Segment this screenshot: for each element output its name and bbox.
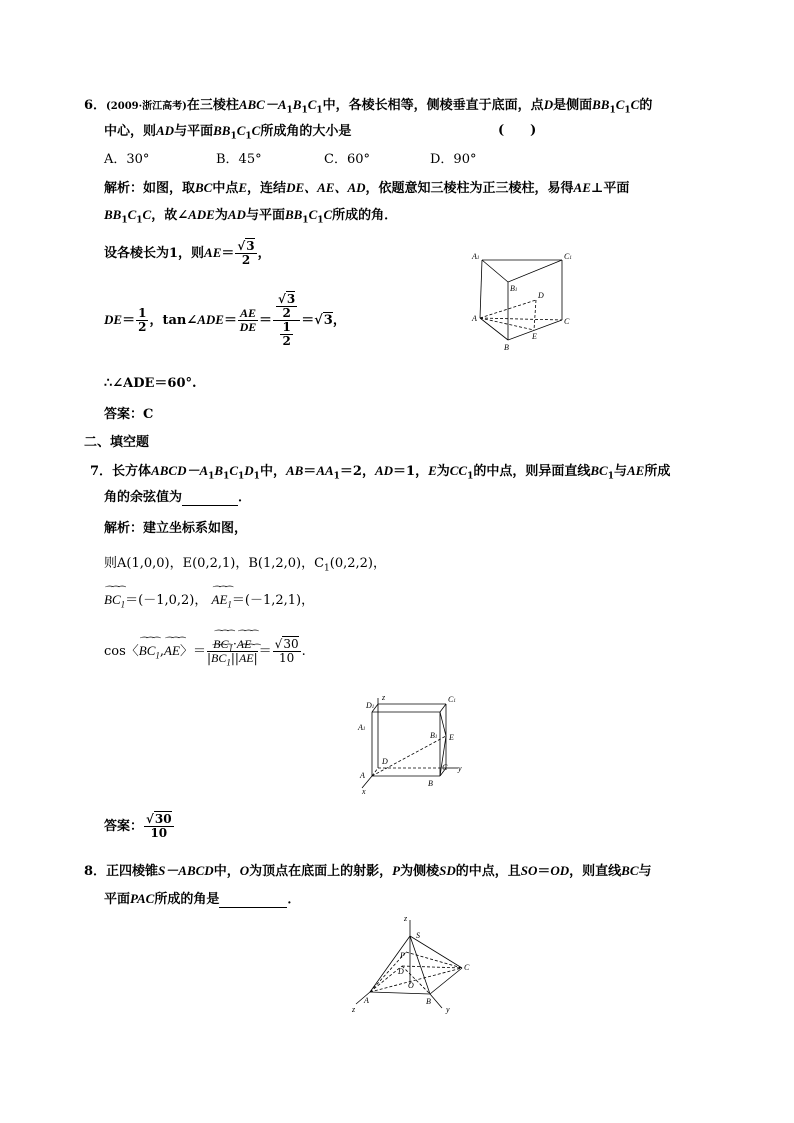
q6-solution-2: $BB_1C_1C$，故∠ADE为AD与平面$BB_1C_1C$所成的角． [104, 207, 398, 226]
fig1-label-a1: A1 [472, 252, 480, 261]
fig1-label-b1: B1 [510, 284, 518, 293]
fig3-label-d: D [398, 967, 404, 976]
fig2-label-d: D [382, 757, 388, 766]
fig2-label-a: A [360, 771, 365, 780]
fig1-label-a: A [472, 314, 477, 323]
fig1-label-d: D [538, 291, 544, 300]
q7-answer: 答案： $\frac{√30}{10}$ [104, 812, 172, 840]
section-title: 二、填空题 [84, 435, 150, 450]
q8-answer-blank[interactable] [219, 893, 287, 908]
q7-vectors: ⁀⁀⁀ $BC_1=(-1,0,2)$， ⁀⁀⁀ $AE_1=(-1,2,1)$， [104, 592, 314, 609]
fig2-axis-y: y [458, 764, 462, 773]
fig1-label-c1: C1 [564, 252, 572, 261]
fig3-label-p: P [400, 951, 405, 960]
fig2-label-a1: A1 [358, 723, 366, 732]
q6-line-2: 中心，则AD与平面$BB_1C_1C$所成角的大小是 [104, 123, 352, 142]
fig3-label-s: S [416, 931, 420, 940]
fig2-label-e: E [449, 733, 454, 742]
fig2-axis-z: z [382, 693, 386, 702]
q6-option-b: B．45° [216, 152, 262, 167]
pyramid-figure [350, 912, 480, 1016]
fig2-axis-x: x [362, 787, 366, 796]
fig3-axis-z-bottom: z [352, 1005, 356, 1014]
q7-coords: 则A(1,0,0)，E(0,2,1)，B(1,2,0)，$C_1(0,2,2)$， [104, 556, 387, 574]
fig3-label-a: A [364, 996, 369, 1005]
q7-cos-line: cos〈⁀⁀⁀ $BC_1,⁀⁀⁀$ AE〉＝ ⁀⁀⁀ $\frac{BC_1\cdot⁀⁀⁀ AE}{|⁀⁀⁀ BC_1||⁀⁀⁀ AE|}$ ＝ $\frac{√30}{10}$ . [104, 628, 306, 675]
q6-option-c: C．60° [324, 152, 370, 167]
q6-length-line: 设各棱长为1，则AE＝ $\frac{√3}{2}$ ， [104, 239, 271, 267]
q6-line-1: 6．(2009·浙江高考)在三棱柱$ABC-A_1B_1C_1$中，各棱长相等，侧棱垂直于底面，点D是侧面$BB_1C_1C$的 [84, 97, 653, 116]
fig3-label-b: B [426, 997, 431, 1006]
q7-line-2: 角的余弦值为 ． [104, 490, 252, 505]
q7-answer-blank[interactable] [182, 491, 238, 506]
fig1-label-b: B [504, 343, 509, 352]
fig3-label-c: C [464, 963, 470, 972]
fig2-label-b1: B1 [430, 731, 438, 740]
fig1-label-e: E [532, 332, 537, 341]
q6-solution-1: 解析：如图，取BC中点E，连结DE、AE、AD，依题意知三棱柱为正三棱柱，易得AE⊥平面 [104, 180, 630, 196]
q6-option-a: A．30° [104, 152, 150, 167]
q6-option-d: D．90° [430, 152, 477, 167]
q7-line-1: 7．长方体$ABCD-A_1B_1C_1D_1$中，$AB=AA_1=2$，AD＝1，E为$CC_1$的中点，则异面直线$BC_1$与AE所成 [90, 463, 671, 482]
fig3-axis-y: y [446, 1005, 450, 1014]
fig1-label-c: C [564, 317, 570, 326]
q6-answer: 答案：C [104, 407, 154, 422]
q6-therefore: ∴∠ADE＝60°. [104, 376, 197, 391]
fig3-label-o: O [408, 981, 414, 990]
fig2-label-c: C [442, 763, 448, 772]
prism-figure [466, 248, 586, 358]
q6-tan-line: DE＝ $\frac{1}{2}$ ，tan∠ADE＝ $\frac{AE}{DE}$ ＝ $\frac{\frac{√3}{2}}{\frac{1}{2}}$ ＝√3， [104, 292, 346, 348]
q7-solution-1: 解析：建立坐标系如图， [104, 521, 248, 536]
fig2-label-c1: C1 [448, 695, 456, 704]
q6-answer-paren: ( ) [498, 123, 537, 138]
fig3-axis-z: z [404, 914, 408, 923]
box-figure [350, 690, 480, 796]
fig2-label-b: B [428, 779, 433, 788]
q8-line-1: 8．正四棱锥S－ABCD中，O为顶点在底面上的射影，P为侧棱SD的中点，且SO＝OD，则直线BC与 [84, 863, 652, 879]
q8-line-2: 平面PAC所成的角是 ． [104, 891, 301, 907]
fig2-label-d1: D1 [366, 701, 375, 710]
